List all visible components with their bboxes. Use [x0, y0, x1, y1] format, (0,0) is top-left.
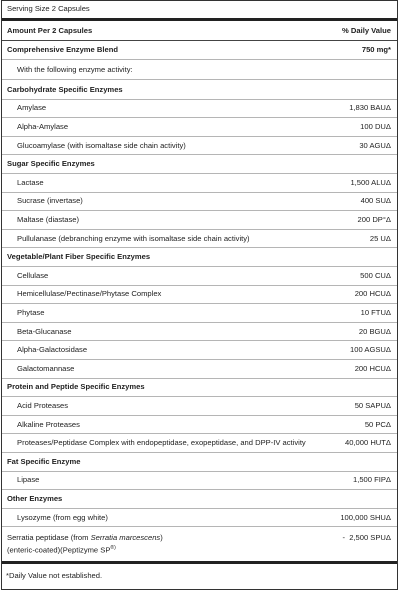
registered-mark: ®) — [110, 545, 116, 551]
enzyme-name: Maltase (diastase) — [17, 214, 80, 224]
category-name: Fat Specific Enzyme — [7, 456, 81, 466]
table-header — [2, 22, 397, 38]
enzyme-row — [2, 266, 397, 285]
enzyme-amount: 30 AGUΔ — [359, 140, 391, 150]
enzyme-row — [2, 136, 397, 155]
enzyme-amount: 10 FTUΔ — [360, 307, 391, 317]
enzyme-name: Galactomannase — [17, 363, 75, 373]
footnote-text: *Daily Value not established. — [6, 570, 103, 580]
enzyme-name: Cellulase — [17, 270, 49, 280]
enzyme-amount: 1,500 FIPΔ — [353, 475, 391, 485]
blend-row — [2, 41, 397, 57]
enzyme-name: Hemicellulase/Pectinase/Phytase Complex — [17, 289, 162, 299]
enzyme-row — [2, 229, 397, 248]
serratia-dash: - — [342, 533, 345, 542]
serratia-row — [2, 529, 397, 557]
enzyme-row — [2, 433, 397, 452]
enzyme-amount: 1,830 BAUΔ — [349, 103, 391, 113]
enzyme-name: Lipase — [17, 475, 40, 485]
serratia-text: (enteric-coated)(Peptizyme SP — [7, 545, 111, 555]
enzyme-amount: 500 CUΔ — [360, 270, 391, 280]
serratia-amount: 2,500 SPUΔ — [349, 533, 391, 542]
category-name: Other Enzymes — [7, 493, 63, 503]
divider — [2, 18, 397, 21]
enzyme-row — [2, 471, 397, 490]
enzyme-name: Alkaline Proteases — [17, 419, 80, 429]
enzyme-row — [2, 192, 397, 211]
serratia-text: ) — [160, 533, 163, 542]
dv-header: % Daily Value — [342, 25, 391, 35]
enzyme-row — [2, 340, 397, 359]
enzyme-row — [2, 359, 397, 378]
enzyme-name: Alpha-Galactosidase — [17, 345, 88, 355]
divider — [2, 561, 397, 564]
enzyme-name: Acid Proteases — [17, 400, 69, 410]
enzyme-name: Lysozyme (from egg white) — [17, 512, 108, 522]
serratia-species: Serratia marcescens — [90, 533, 161, 542]
enzyme-name: Sucrase (invertase) — [17, 196, 83, 206]
enzyme-amount: 1,500 ALUΔ — [350, 177, 391, 187]
intro-row — [2, 60, 397, 79]
enzyme-amount: 100 AGSUΔ — [350, 345, 391, 355]
supplement-facts-panel — [1, 0, 398, 590]
enzyme-name: Glucoamylase (with isomaltase side chain activity) — [17, 140, 186, 150]
serving-size-text: Serving Size 2 Capsules — [7, 4, 90, 13]
enzyme-amount: 25 UΔ — [369, 233, 391, 243]
enzyme-amount: 50 SAPUΔ — [354, 400, 391, 410]
category-name: Protein and Peptide Specific Enzymes — [7, 382, 145, 392]
enzyme-row — [2, 210, 397, 229]
enzyme-row — [2, 303, 397, 322]
category-name: Sugar Specific Enzymes — [7, 159, 95, 169]
category-name: Vegetable/Plant Fiber Specific Enzymes — [7, 252, 151, 262]
serving-size — [2, 1, 397, 16]
enzyme-name: Amylase — [17, 103, 47, 113]
enzyme-row — [2, 508, 397, 527]
category-row — [2, 247, 397, 266]
enzyme-amount: 200 DP°Δ — [357, 214, 391, 224]
category-row — [2, 489, 397, 508]
category-name: Carbohydrate Specific Enzymes — [7, 84, 123, 94]
enzyme-row — [2, 173, 397, 192]
enzyme-amount: 400 SUΔ — [360, 196, 391, 206]
enzyme-name: Alpha-Amylase — [17, 121, 69, 131]
enzyme-amount: 40,000 HUTΔ — [344, 438, 391, 448]
divider — [2, 526, 397, 527]
enzyme-amount: 20 BGUΔ — [358, 326, 391, 336]
enzyme-amount: 100 DUΔ — [360, 121, 391, 131]
enzyme-amount: 200 HCUΔ — [354, 363, 391, 373]
enzyme-amount: 50 PCΔ — [364, 419, 391, 429]
enzyme-name: Proteases/Peptidase Complex with endopeptidase, exopeptidase, and DPP-IV activity — [17, 438, 306, 448]
serratia-name — [7, 533, 163, 556]
enzyme-row — [2, 117, 397, 136]
enzyme-row — [2, 396, 397, 415]
intro-text: With the following enzyme activity: — [17, 65, 133, 74]
blend-amount: 750 mg* — [361, 44, 391, 54]
enzyme-name: Pullulanase (debranching enzyme with isomaltase side chain activity) — [17, 233, 250, 243]
enzyme-row — [2, 285, 397, 304]
enzyme-row — [2, 415, 397, 434]
serratia-text: Serratia peptidase (from — [7, 533, 91, 542]
enzyme-name: Phytase — [17, 307, 45, 317]
category-row — [2, 80, 397, 99]
blend-name: Comprehensive Enzyme Blend — [7, 44, 118, 54]
category-row — [2, 378, 397, 397]
enzyme-name: Lactase — [17, 177, 44, 187]
enzyme-amount: 200 HCUΔ — [354, 289, 391, 299]
enzyme-name: Beta-Glucanase — [17, 326, 72, 336]
amount-header: Amount Per 2 Capsules — [7, 25, 93, 35]
enzyme-row — [2, 322, 397, 341]
category-row — [2, 154, 397, 173]
category-row — [2, 452, 397, 471]
enzyme-row — [2, 99, 397, 118]
footnote-row — [2, 567, 397, 583]
enzyme-amount: 100,000 SHUΔ — [340, 512, 391, 522]
